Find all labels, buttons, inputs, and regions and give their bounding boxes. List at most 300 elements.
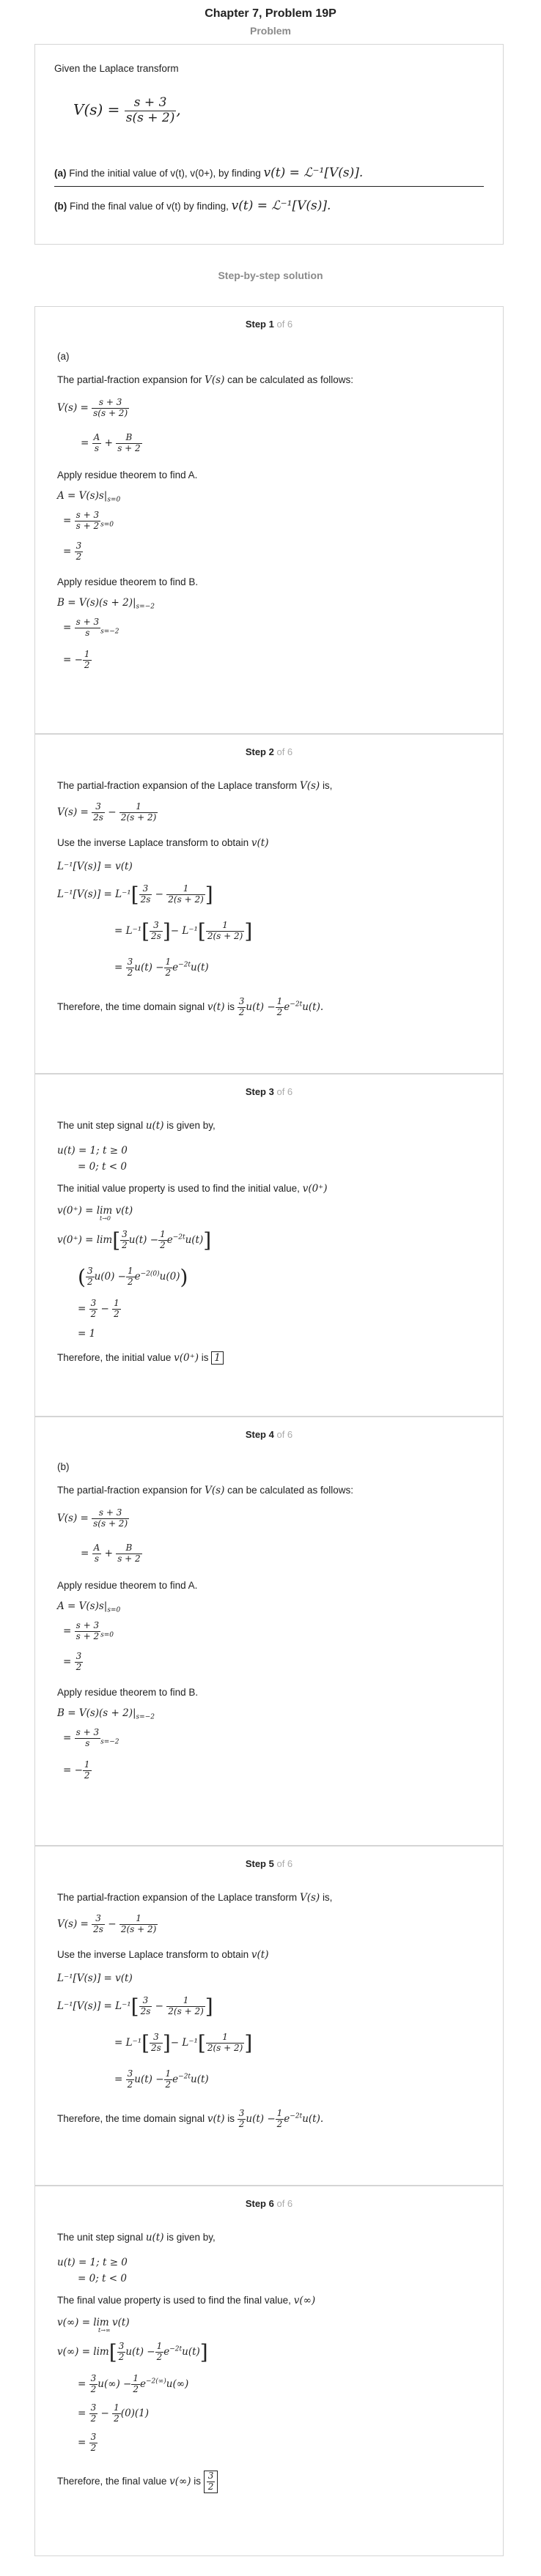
s2-td-tail: u(t).	[302, 1001, 324, 1013]
s1-b-frac: = $\frac{s + 3}{s}$ $_{s=-2}$	[63, 617, 119, 638]
s6-sub-d1: 2	[90, 2383, 97, 2394]
s5-td-n1: 3	[238, 2108, 245, 2118]
s3-half: = $\frac{3}{2}$ − $\frac{1}{2}$	[78, 1298, 119, 1319]
s6-l2-d2: 2	[156, 2352, 163, 2362]
s1-a-frac-sub: s=0	[100, 521, 114, 529]
s3-sub-d1: 2	[87, 1277, 93, 1287]
s1-a-res-den: 2	[76, 551, 82, 562]
s3-prop-line	[57, 1183, 328, 1195]
s2-l-line1: L⁻¹[V(s)] = v(t)	[57, 861, 133, 872]
s6-result-vinf: v(∞)	[169, 2475, 191, 2487]
s2-res-pow: −2t	[178, 961, 191, 969]
s6-box-n: 3	[207, 2471, 214, 2481]
s2-td-e: e	[284, 1001, 290, 1013]
s3-given: is given by,	[166, 1120, 216, 1131]
step-2-of: of 6	[276, 746, 293, 757]
s6-l2-n1: 3	[118, 2341, 125, 2352]
vs-fraction	[125, 96, 177, 125]
step-3-panel	[34, 1074, 504, 1417]
s5-l2-d1: 2s	[140, 2006, 151, 2016]
s2-l2-lhs: L⁻¹[V(s)] = L⁻¹	[57, 888, 131, 900]
step-4-panel	[34, 1417, 504, 1846]
s5-res-tail: u(t)	[191, 2073, 209, 2085]
s6-l2-pow: −2t	[169, 2345, 183, 2353]
part-b-line	[54, 198, 331, 213]
s1-residue-b: Apply residue theorem to find B.	[57, 576, 199, 587]
pf-calc-text2: can be calculated as follows:	[227, 374, 353, 385]
s6-lim2: v(∞) = lim[ $\frac{3}{2}$ u(t) − $\frac{1}{2}$ $e^{-2t}u(t)$]	[57, 2340, 208, 2364]
part-a-tag: (a)	[54, 168, 67, 179]
s4-a-result: = $\frac{3}{2}$	[63, 1651, 82, 1672]
s3-eq-one: = 1	[78, 1328, 96, 1340]
s6-sub-n2: 1	[133, 2373, 139, 2383]
s2-l2-n2: 1	[166, 884, 205, 895]
s1-den: s(s + 2)	[93, 407, 128, 418]
s4-a-line-sub: s=0	[107, 1606, 121, 1614]
s5-td-vt: v(t)	[207, 2112, 225, 2125]
s1-b-frac-den: s	[85, 627, 90, 638]
s2-l3-minus: − L⁻¹	[170, 925, 198, 937]
s2-td-line	[57, 997, 323, 1018]
s5-td-line	[57, 2109, 323, 2130]
s3-h-n1: 3	[90, 1298, 97, 1308]
s1-vs-eq-lhs: V(s) =	[57, 401, 89, 414]
s4-a-res-num: 3	[76, 1651, 82, 1661]
s5-result: = $\frac{3}{2}$ u(t) − $\frac{1}{2}$ $e^{-2t}u(t)$	[114, 2068, 209, 2090]
s5-pf-n2: 1	[119, 1914, 158, 1925]
s5-res-e: e	[172, 2073, 179, 2085]
s4-ab-eq: = $\frac{A}{s}$ + $\frac{B}{s + 2}$	[81, 1543, 141, 1564]
s3-sub-d2: 2	[128, 1277, 133, 1287]
s3-prop-text: The initial value property is used to find the initial value,	[57, 1183, 300, 1194]
step-3-header	[35, 1086, 503, 1097]
s5-pf-line	[57, 1892, 332, 1904]
s5-l3-n2: 1	[206, 2033, 244, 2044]
s5-res-pow: −2t	[178, 2073, 191, 2081]
s5-res-n2: 1	[165, 2068, 172, 2079]
s1-b-res-den: 2	[84, 659, 90, 670]
s3-h-d2: 2	[114, 1308, 119, 1319]
s4-vs: V(s)	[205, 1485, 225, 1496]
s5-pf-text: The partial-fraction expansion of the Laplace transform	[57, 1892, 298, 1903]
s4-b-res-num: 1	[84, 1759, 90, 1770]
s4-b-res-den: 2	[84, 1770, 90, 1781]
step-1-label: Step 1	[245, 319, 274, 330]
part-b-label: (b)	[57, 1461, 70, 1472]
s5-pf-n1: 3	[92, 1914, 105, 1925]
s4-a-num: A	[93, 1543, 100, 1553]
s3-lim1	[57, 1205, 133, 1222]
vs-num: s + 3	[125, 96, 177, 111]
s5-l3-minus: − L⁻¹	[170, 2037, 198, 2049]
s5-l2-lhs: L⁻¹[V(s)] = L⁻¹	[57, 2000, 131, 2012]
s5-inverse-line	[57, 1949, 269, 1961]
s2-res-d1: 2	[127, 967, 133, 978]
s6-lim1-text: v(∞) = lim v(t)	[57, 2317, 130, 2328]
s6-sub-tail: u(∞)	[166, 2378, 189, 2390]
s2-pf-lhs: V(s) =	[57, 806, 89, 818]
s1-b-line-text: B = V(s)(s + 2)|	[57, 597, 136, 609]
s5-td-d2: 2	[276, 2118, 283, 2129]
s2-l2-d2: 2(s + 2)	[168, 894, 204, 905]
s1-a-den: s	[94, 442, 100, 453]
step-6-of: of 6	[276, 2198, 293, 2209]
s3-sub: ( $\frac{3}{2}$ u(0) − $\frac{1}{2}$ $e^{-2(0)}u(0)$)	[78, 1265, 188, 1289]
s2-l3-n2: 1	[206, 921, 244, 932]
s1-b-line-sub: s=−2	[136, 603, 155, 611]
s5-l3-d1: 2s	[151, 2043, 161, 2053]
s3-result-text: Therefore, the initial value	[57, 1352, 172, 1363]
s5-l2-n2: 1	[166, 1996, 205, 2007]
s6-l2-e: e	[163, 2346, 170, 2358]
s1-b-minus: −	[74, 653, 83, 666]
problem-panel	[34, 44, 504, 245]
s2-l3-d2: 2(s + 2)	[207, 931, 243, 941]
s1-a-res-num: 3	[76, 541, 82, 551]
s5-l3-d2: 2(s + 2)	[207, 2043, 243, 2053]
s3-lim2: v(0⁺) = lim[ $\frac{3}{2}$ u(t) − $\frac{1}{2}$ $e^{-2t}u(t)$]	[57, 1228, 212, 1252]
step-4-of: of 6	[276, 1429, 293, 1440]
s2-l-line2: L⁻¹[V(s)] = L⁻¹[ $\frac{3}{2s}$ − $\frac{1}{2(s + 2)}$ ]	[57, 883, 213, 907]
s6-zero: = $\frac{3}{2}$ − $\frac{1}{2}$ (0)(1)	[78, 2402, 150, 2424]
s5-td-pow: −2t	[290, 2112, 303, 2120]
s6-l2-n2: 1	[156, 2341, 163, 2352]
s4-pf-text2: can be calculated as follows:	[227, 1485, 353, 1496]
s4-a-frac-sub: s=0	[100, 1631, 114, 1639]
s1-b-frac-sub: s=−2	[100, 628, 119, 636]
s3-sub-mid: u(0) −	[94, 1271, 126, 1283]
s6-z-n1: 3	[90, 2402, 97, 2413]
part-a-text: Find the initial value of v(t), v(0+), by finding	[69, 168, 261, 179]
s6-z-d2: 2	[114, 2413, 119, 2424]
step-1-panel	[34, 306, 504, 734]
s2-vs: V(s)	[299, 780, 320, 792]
s6-unit-text: The unit step signal	[57, 2232, 144, 2243]
step-4-label: Step 4	[245, 1429, 274, 1440]
s2-td-d2: 2	[276, 1006, 283, 1017]
s6-lim1	[57, 2317, 130, 2334]
s6-l2-mid: u(t) −	[125, 2346, 155, 2358]
s6-lim2-text: v(∞) = lim	[57, 2346, 109, 2358]
s3-l2-e: e	[166, 1234, 173, 1246]
s1-b-frac-num: s + 3	[76, 617, 100, 627]
s4-a-line-text: A = V(s)s|	[57, 1600, 108, 1612]
s1-a-num: A	[93, 432, 100, 442]
vs-equation	[73, 96, 181, 125]
s6-final: = $\frac{3}{2}$	[78, 2432, 97, 2453]
s5-l2-d2: 2(s + 2)	[168, 2006, 204, 2016]
s2-pf-d2: 2(s + 2)	[120, 812, 157, 823]
s6-prop-line	[57, 2295, 315, 2306]
step-1-of: of 6	[276, 319, 293, 330]
part-a-math: v(t) = ℒ⁻¹[V(s)].	[263, 166, 364, 180]
s4-b-den: s + 2	[117, 1553, 141, 1564]
s2-l2-n1: 3	[139, 884, 152, 895]
s2-res-e: e	[172, 961, 179, 973]
s4-a-frac-num: s + 3	[76, 1620, 100, 1630]
s6-sub: = $\frac{3}{2}$ u(∞) − $\frac{1}{2}$ $e^{-2(\infty)}u(\infty)$	[78, 2373, 189, 2394]
s2-l2-d1: 2s	[140, 894, 151, 905]
s3-l2-tail: u(t)	[185, 1234, 204, 1246]
s6-ut-l1: u(t) = 1; t ≥ 0	[57, 2257, 128, 2268]
s6-sub-d2: 2	[133, 2383, 139, 2394]
s6-result-line	[57, 2471, 218, 2493]
problem-divider	[54, 186, 484, 187]
s3-ut-l2: = 0; t < 0	[78, 1161, 127, 1173]
s2-pf-text2: is,	[322, 780, 333, 791]
s4-ab-sign: =	[81, 1547, 89, 1559]
s5-pf-d2: 2(s + 2)	[120, 1923, 157, 1934]
s6-l2-d1: 2	[118, 2352, 125, 2362]
s2-vt: v(t)	[251, 837, 269, 849]
s6-box-d: 2	[207, 2481, 214, 2492]
s3-lim2-text: v(0⁺) = lim	[57, 1234, 113, 1246]
vs-end: ,	[176, 100, 181, 119]
s4-b-line-text: B = V(s)(s + 2)|	[57, 1707, 136, 1719]
s3-sub-tail: u(0)	[159, 1271, 180, 1283]
s3-h-d1: 2	[90, 1308, 97, 1319]
s1-ab-eq: = $\frac{A}{s}$ + $\frac{B}{s + 2}$	[81, 432, 141, 453]
s1-residue-a: Apply residue theorem to find A.	[57, 469, 198, 480]
s3-unit-line	[57, 1120, 216, 1132]
s3-l2-pow: −2t	[172, 1233, 185, 1241]
s5-l2-n1: 3	[139, 1996, 152, 2007]
s6-ut-l2: = 0; t < 0	[78, 2273, 127, 2284]
s4-b-frac: = $\frac{s + 3}{s}$ $_{s=-2}$	[63, 1727, 119, 1748]
s3-ut-l1: u(t) = 1; t ≥ 0	[57, 1145, 128, 1157]
s1-b-res-num: 1	[84, 649, 90, 659]
pf-calc-line	[57, 374, 353, 386]
s6-l2-tail: u(t)	[182, 2346, 200, 2358]
s4-a-den: s	[94, 1553, 100, 1564]
part-b-text: Find the final value of v(t) by finding,	[70, 201, 229, 212]
s4-a-line	[57, 1600, 120, 1614]
s5-pf-eq: V(s) = $\frac{3}{2s}$ − $\frac{1}{2(s + 2)}$	[57, 1913, 157, 1934]
s6-z-tail: (0)(1)	[120, 2407, 150, 2419]
page-title: Chapter 7, Problem 19P	[205, 7, 336, 20]
step-5-of: of 6	[276, 1858, 293, 1869]
s2-res-mid: u(t) −	[134, 961, 164, 973]
s6-lim1-sub: t→∞	[98, 2327, 111, 2334]
s5-res-n1: 3	[127, 2068, 133, 2079]
s5-pf-lhs: V(s) =	[57, 1918, 89, 1930]
s2-l3-d1: 2s	[151, 931, 161, 941]
solution-label: Step-by-step solution	[218, 270, 323, 281]
s2-pf-n2: 1	[119, 802, 158, 813]
s2-res-n1: 3	[127, 957, 133, 967]
s3-lim1-text: v(0⁺) = lim v(t)	[57, 1205, 133, 1217]
s6-z-n2: 1	[114, 2402, 119, 2413]
s5-td-is: is	[227, 2112, 235, 2124]
s5-td-mid: u(t) −	[246, 2112, 276, 2125]
s6-given: is given by,	[166, 2232, 216, 2243]
problem-intro: Given the Laplace transform	[54, 63, 179, 74]
part-a-line	[54, 166, 363, 180]
s2-td-text: Therefore, the time domain signal	[57, 1001, 205, 1012]
s3-sub-n1: 3	[87, 1266, 93, 1277]
s6-f-d: 2	[90, 2442, 97, 2453]
s5-td-e: e	[284, 2112, 290, 2125]
s5-res-mid: u(t) −	[134, 2073, 164, 2085]
s5-pf-text2: is,	[322, 1892, 333, 1903]
s6-result-text: Therefore, the final value	[57, 2475, 167, 2487]
s2-l3-mid: = L⁻¹	[114, 925, 142, 937]
s3-h-n2: 1	[114, 1298, 119, 1308]
s5-l-line2: L⁻¹[V(s)] = L⁻¹[ $\frac{3}{2s}$ − $\frac{1}{2(s + 2)}$ ]	[57, 1994, 213, 2019]
s6-f-n: 3	[90, 2432, 97, 2442]
s4-b-num: B	[116, 1543, 141, 1554]
s1-a-frac-den: s + 2	[76, 520, 100, 531]
step-2-header	[35, 746, 503, 757]
step-3-of: of 6	[276, 1086, 293, 1097]
s4-pf-line	[57, 1485, 353, 1496]
s6-unit-line	[57, 2232, 216, 2243]
vs-den: s(s + 2)	[125, 110, 175, 125]
s6-sub-e: e	[139, 2378, 146, 2390]
s3-l2-d2: 2	[160, 1240, 166, 1250]
s4-num: s + 3	[92, 1508, 129, 1519]
s3-result-v0: v(0⁺)	[174, 1352, 199, 1364]
s2-pf-line	[57, 780, 332, 792]
s5-td-tail: u(t).	[302, 2112, 324, 2125]
s2-td-n2: 1	[276, 996, 283, 1006]
s3-result-line	[57, 1351, 224, 1365]
s1-b-den: s + 2	[117, 442, 141, 453]
s3-lim1-sub: t→0	[100, 1215, 111, 1222]
s2-l-line3: = L⁻¹[ $\frac{3}{2s}$ ]− L⁻¹[ $\frac{1}{2(s + 2)}$ ]	[114, 919, 253, 943]
s4-b-line-sub: s=−2	[136, 1713, 155, 1721]
s1-a-frac-num: s + 3	[76, 510, 100, 520]
s3-l2-d1: 2	[122, 1240, 128, 1250]
step-3-label: Step 3	[245, 1086, 274, 1097]
s4-a-frac-den: s + 2	[76, 1630, 100, 1641]
s1-num: s + 3	[92, 398, 129, 409]
s3-prop-v0: v(0⁺)	[302, 1183, 328, 1195]
s3-sub-pow: −2(0)	[140, 1270, 160, 1278]
s2-td-pow: −2t	[290, 1001, 303, 1009]
part-b-tag: (b)	[54, 201, 67, 212]
s4-vs-eq	[57, 1508, 129, 1529]
s2-res-d2: 2	[165, 967, 172, 978]
s2-td-mid: u(t) −	[246, 1001, 276, 1013]
step-6-header	[35, 2198, 503, 2209]
s2-pf-text: The partial-fraction expansion of the Laplace transform	[57, 780, 298, 791]
s4-den: s(s + 2)	[93, 1518, 128, 1529]
part-a-label: (a)	[57, 351, 70, 362]
s6-prop-vinf: v(∞)	[293, 2295, 316, 2306]
step-5-header	[35, 1858, 503, 1869]
s2-pf-n1: 3	[92, 802, 105, 813]
s2-res-n2: 1	[165, 957, 172, 967]
s4-b-result: = − $\frac{1}{2}$	[63, 1759, 90, 1781]
s3-result-is: is	[201, 1352, 209, 1363]
s4-residue-b: Apply residue theorem to find B.	[57, 1687, 199, 1698]
s5-res-d2: 2	[165, 2079, 172, 2090]
s1-a-line-text: A = V(s)s|	[57, 490, 108, 502]
s2-pf-eq: V(s) = $\frac{3}{2s}$ − $\frac{1}{2(s + 2)}$	[57, 801, 157, 823]
step-5-panel	[34, 1846, 504, 2186]
s4-pf-text: The partial-fraction expansion for	[57, 1485, 202, 1496]
s4-b-line	[57, 1707, 155, 1721]
s4-b-frac-den: s	[85, 1737, 90, 1748]
s5-l3-n1: 3	[150, 2033, 163, 2044]
s4-b-minus: −	[74, 1764, 83, 1776]
s2-inverse-text: Use the inverse Laplace transform to obtain	[57, 837, 249, 848]
s1-b-num: B	[116, 433, 141, 444]
s5-l-line3: = L⁻¹[ $\frac{3}{2s}$ ]− L⁻¹[ $\frac{1}{2(s + 2)}$ ]	[114, 2031, 253, 2055]
step-4-header	[35, 1429, 503, 1440]
s3-sub-n2: 1	[128, 1266, 133, 1277]
s5-inverse-text: Use the inverse Laplace transform to obtain	[57, 1949, 249, 1960]
s2-pf-d1: 2s	[93, 812, 103, 823]
s1-vs-eq	[57, 398, 129, 419]
s5-td-text: Therefore, the time domain signal	[57, 2112, 205, 2124]
s6-result-is: is	[194, 2475, 202, 2487]
s4-residue-a: Apply residue theorem to find A.	[57, 1580, 198, 1591]
s4-a-res-den: 2	[76, 1661, 82, 1672]
s5-td-n2: 1	[276, 2108, 283, 2118]
s3-result-box: 1	[211, 1351, 224, 1365]
s2-inverse-line	[57, 837, 269, 849]
step-2-panel	[34, 734, 504, 1074]
s1-a-line	[57, 490, 120, 504]
s5-pf-d1: 2s	[93, 1923, 103, 1934]
s2-td-is: is	[227, 1001, 235, 1012]
s2-td-vt: v(t)	[207, 1001, 225, 1013]
vs-symbol: V(s)	[205, 374, 225, 386]
s1-a-result: = $\frac{3}{2}$	[63, 541, 82, 562]
step-1-header	[35, 319, 503, 330]
s4-a-frac: = $\frac{s + 3}{s + 2}$ $_{s=0}$	[63, 1620, 114, 1641]
s3-l2-n2: 1	[160, 1229, 166, 1240]
s3-l2-mid: u(t) −	[128, 1234, 159, 1246]
s1-ab-eq-sign: =	[81, 437, 89, 449]
step-2-label: Step 2	[245, 746, 274, 757]
s5-l3-mid: = L⁻¹	[114, 2037, 142, 2049]
pf-calc-text: The partial-fraction expansion for	[57, 374, 202, 385]
s1-a-line-sub: s=0	[107, 496, 121, 504]
s6-z-d1: 2	[90, 2413, 97, 2424]
s6-sub-pow: −2(∞)	[145, 2378, 166, 2386]
s1-b-line	[57, 597, 155, 611]
vs-lhs: V(s) =	[73, 100, 120, 119]
s5-vt: v(t)	[251, 1949, 269, 1961]
s3-unit-text: The unit step signal	[57, 1120, 144, 1131]
s2-res-tail: u(t)	[191, 961, 209, 973]
s4-b-frac-num: s + 3	[76, 1727, 100, 1737]
s5-td-d1: 2	[238, 2118, 245, 2129]
step-6-panel	[34, 2186, 504, 2556]
s5-l-line1: L⁻¹[V(s)] = v(t)	[57, 1972, 133, 1984]
problem-label: Problem	[249, 25, 291, 37]
step-5-label: Step 5	[245, 1858, 274, 1869]
s6-ut: u(t)	[145, 2232, 164, 2243]
s2-td-d1: 2	[238, 1006, 245, 1017]
s6-sub-mid: u(∞) −	[97, 2378, 132, 2390]
s6-sub-n1: 3	[90, 2373, 97, 2383]
step-6-label: Step 6	[245, 2198, 274, 2209]
s3-ut: u(t)	[145, 1120, 164, 1132]
s5-res-d1: 2	[127, 2079, 133, 2090]
s2-td-n1: 3	[238, 996, 245, 1006]
s6-prop-text: The final value property is used to find the final value,	[57, 2295, 291, 2306]
s5-vs: V(s)	[299, 1892, 320, 1904]
s3-l2-n1: 3	[122, 1229, 128, 1240]
s2-l3-n1: 3	[150, 921, 163, 932]
s2-result: = $\frac{3}{2}$ u(t) − $\frac{1}{2}$ $e^{-2t}u(t)$	[114, 957, 209, 978]
s3-sub-e: e	[134, 1271, 141, 1283]
s4-vs-eq-lhs: V(s) =	[57, 1512, 89, 1524]
